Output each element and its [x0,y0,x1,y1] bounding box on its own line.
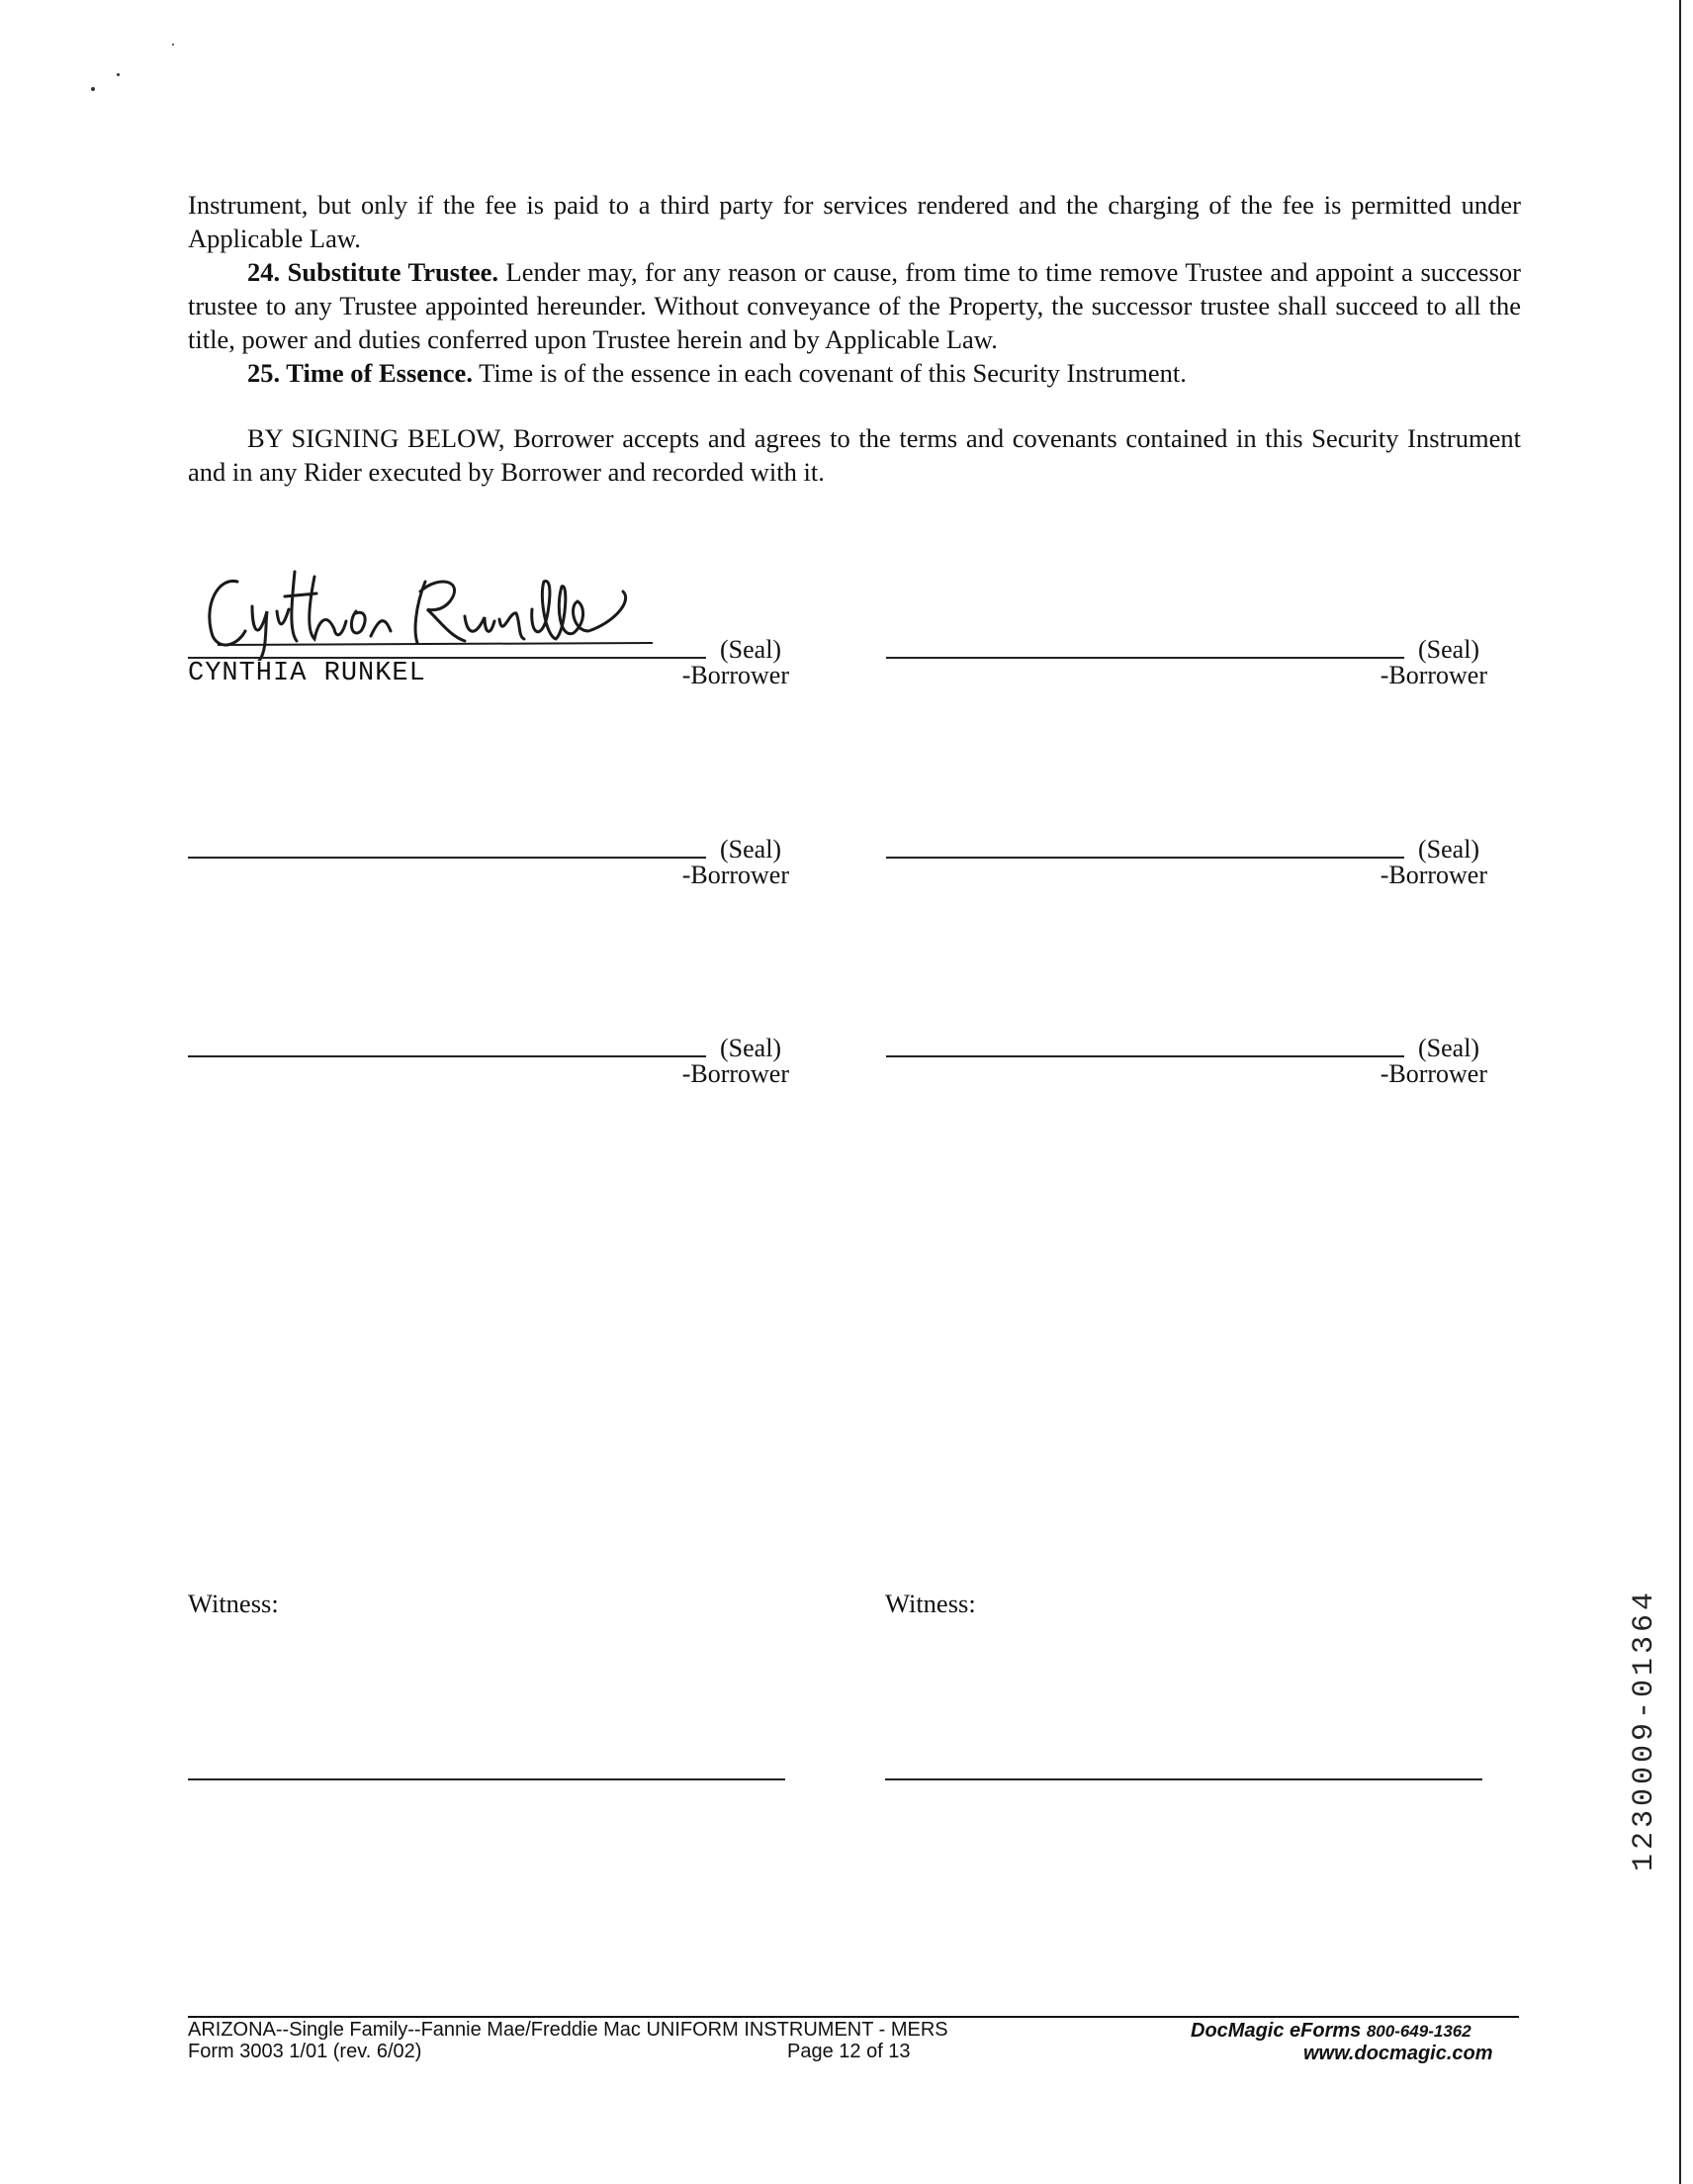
document-number: 1230009-01364 [1628,1589,1661,1872]
seal-label: (Seal) [720,835,782,864]
seal-label: (Seal) [1418,835,1480,864]
footer-page-number: Page 12 of 13 [787,2041,911,2062]
borrower-role-label: -Borrower [681,1059,789,1088]
docmagic-logo: DocMagic eForms [1191,2020,1362,2042]
borrower-signature [198,552,732,661]
page-edge-line [1679,0,1681,2184]
witness-label-right: Witness: [885,1589,976,1618]
signature-line [886,1055,1404,1057]
signature-block-borrower-6 [886,1028,1487,1087]
footer-form-number: Form 3003 1/01 (rev. 6/02) [188,2041,422,2062]
borrower-role-label: -Borrower [681,661,789,689]
borrower-role-label: -Borrower [1380,861,1487,889]
section-25-heading: 25. Time of Essence. [247,358,473,388]
signature-line [188,857,706,859]
borrower-role-label: -Borrower [681,861,789,889]
borrower-role-label: -Borrower [1380,1059,1487,1088]
paragraph-continued: Instrument, but only if the fee is paid to a third party for services rendered and the charging of the fee is permitted under Applicable Law. [188,190,1521,253]
signature-line [188,1055,706,1057]
seal-label: (Seal) [1418,1034,1480,1062]
signature-block-borrower-3 [188,829,789,888]
footer-website: www.docmagic.com [1303,2043,1493,2064]
footer-brand-line [1191,2019,1471,2044]
signature-line [886,857,1404,859]
scan-speck [91,87,95,91]
signature-block-borrower-2 [886,629,1487,688]
signature-block-borrower-5 [188,1028,789,1087]
signature-block-borrower-1 [188,629,789,688]
footer-phone: 800-649-1362 [1366,2022,1471,2041]
section-25-text: Time is of the essence in each covenant of this Security Instrument. [472,358,1187,388]
signing-statement: BY SIGNING BELOW, Borrower accepts and agrees to the terms and covenants contained in this Security Instrument and in any Rider executed by Borrower and recorded with it. [188,423,1521,487]
seal-label: (Seal) [1418,635,1480,664]
witness-line-right [885,1778,1482,1780]
borrower-printed-name: CYNTHIA RUNKEL [188,659,426,688]
scan-speck [117,73,120,76]
seal-label: (Seal) [720,1034,782,1062]
section-24-heading: 24. Substitute Trustee. [247,257,499,287]
seal-label: (Seal) [720,635,782,664]
scan-speck [172,44,174,46]
section-25-paragraph [188,356,1521,390]
witness-label-left: Witness: [188,1589,279,1618]
section-24-text: Lender may, for any reason or cause, from time to time remove Trustee and appoint a successor trustee to any Trustee appointed hereunder. Without conveyance of the Property, the successor trustee shall succeed to all the title, power and duties conferred upon Trustee herein and by Applicable Law. [188,257,1521,354]
signature-block-borrower-4 [886,829,1487,888]
witness-line-left [188,1778,785,1780]
borrower-role-label: -Borrower [1380,661,1487,689]
section-24-paragraph [188,255,1521,356]
signature-line [886,657,1404,659]
footer-form-title: ARIZONA--Single Family--Fannie Mae/Freddie Mac UNIFORM INSTRUMENT - MERS [188,2019,948,2041]
